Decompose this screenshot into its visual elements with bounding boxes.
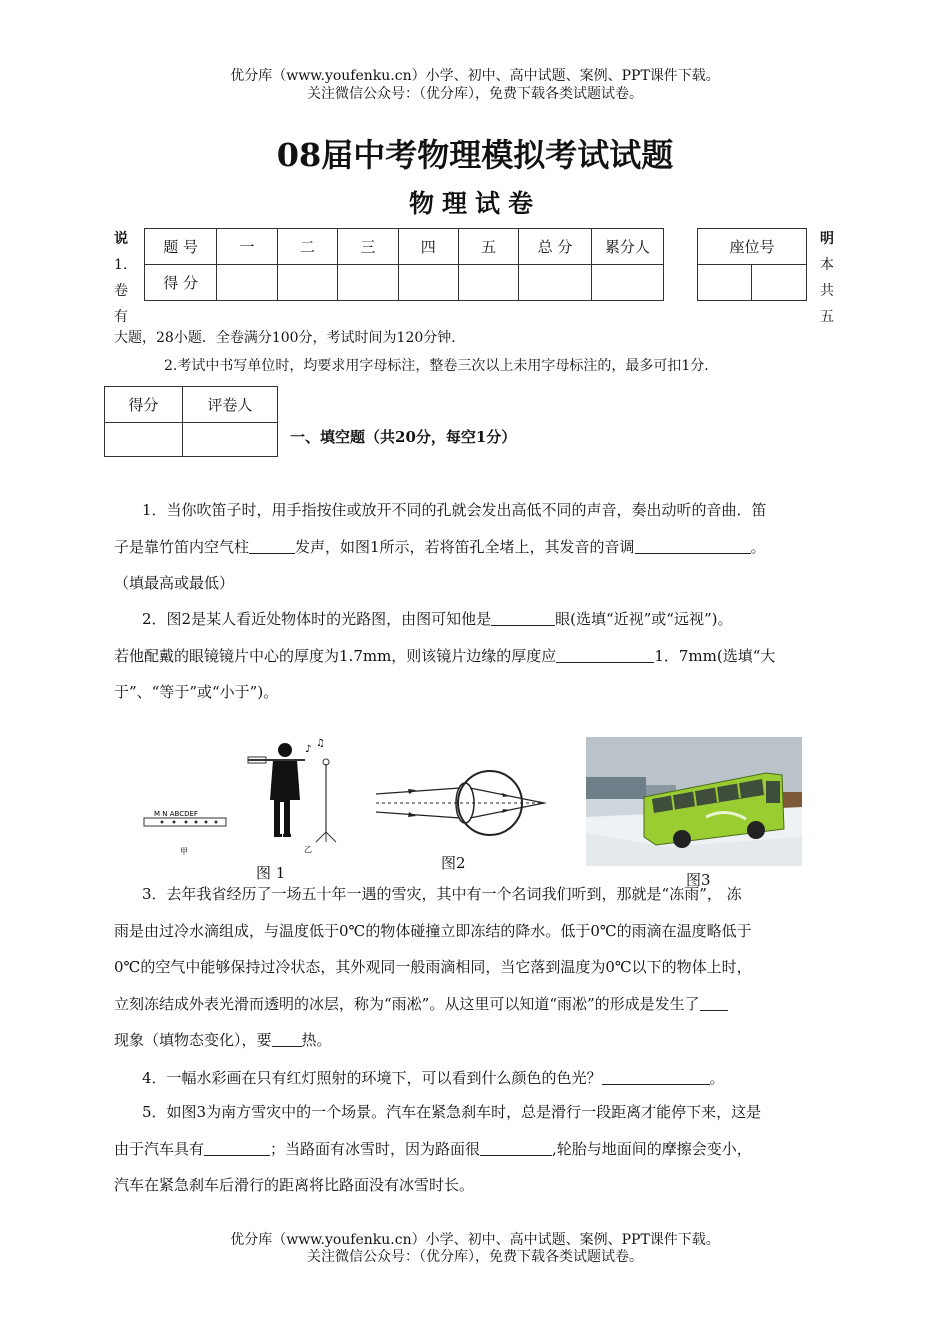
q1-line-a: 1．当你吹笛子时，用手指按住或放开不同的孔就会发出高低不同的声音，奏出动听的音曲．笛 (142, 501, 767, 519)
label-yi: 乙 (304, 845, 312, 854)
grader-name-cell[interactable] (182, 423, 277, 457)
q5-line-b (114, 1131, 838, 1168)
q3-line-a: 3．去年我省经历了一场五十年一遇的雪灾，其中有一个名词我们听到，那就是“冻雨”， 冻 (142, 885, 742, 903)
q1-line-b (114, 529, 838, 566)
q1-text: 发声，如图1所示，若将笛孔全堵上，其发音的音调 (295, 537, 635, 556)
q1-blank-2[interactable] (635, 535, 751, 554)
instr-right-char: 本 (820, 257, 834, 273)
score-header-cell: 题 号 (145, 229, 217, 265)
q3-blank-1[interactable] (700, 992, 728, 1011)
svg-text:♪: ♪ (305, 744, 312, 755)
score-cell[interactable] (277, 265, 337, 301)
score-cell[interactable] (398, 265, 458, 301)
q4-line-a (114, 1060, 838, 1097)
figure-1-illustration (140, 738, 355, 858)
q3-line-e (114, 1022, 838, 1059)
score-row-label: 得 分 (145, 265, 217, 301)
figure-3-caption: 图3 (686, 871, 711, 889)
question-2 (114, 601, 838, 711)
score-header-cell: 总 分 (519, 229, 591, 265)
q5-text: 由于汽车具有 (114, 1139, 205, 1158)
question-4 (114, 1060, 838, 1097)
q4-text: 4．一幅水彩画在只有红灯照射的环境下，可以看到什么颜色的色光？ (142, 1069, 602, 1087)
seat-table (697, 228, 807, 301)
score-header-cell: 二 (277, 229, 337, 265)
q2-text: 若他配戴的眼镜镜片中心的厚度为1.7mm，则该镜片边缘的厚度应 (114, 646, 557, 665)
figure-2-caption: 图2 (441, 854, 466, 872)
q5-blank-1[interactable] (204, 1137, 270, 1156)
q3-blank-2[interactable] (272, 1028, 302, 1047)
score-header-cell: 五 (458, 229, 518, 265)
q1-text: 。 (750, 537, 766, 556)
q5-line-c: 汽车在紧急刹车后滑行的距离将比路面没有冰雪时长。 (114, 1176, 475, 1194)
q5-blank-2[interactable] (480, 1137, 552, 1156)
q2-line-c: 于”、“等于”或“小于”)。 (114, 683, 279, 701)
question-3 (114, 876, 838, 1059)
score-cell[interactable] (591, 265, 663, 301)
q3-text: 立刻冻结成外表光滑而透明的冰层，称为“雨凇”。从这里可以知道“雨凇”的形成是发生了 (114, 994, 700, 1013)
q2-blank-1[interactable] (491, 607, 555, 626)
q2-text: 2．图2是某人看近处物体时的光路图，由图可知他是 (142, 610, 492, 628)
instr-right-char: 五 (820, 309, 834, 325)
score-cell[interactable] (458, 265, 518, 301)
grader-table (104, 386, 278, 457)
score-header-cell: 三 (338, 229, 398, 265)
footer-line-1: 优分库（www.youfenku.cn）小学、初中、高中试题、案例、PPT课件下载。 (230, 1232, 720, 1248)
instructions-line-2: 2.考试中书写单位时，均要求用字母标注，整卷三次以上未用字母标注的，最多可扣1分． (164, 358, 719, 374)
q3-text: 热。 (301, 1031, 332, 1049)
score-header-cell: 一 (217, 229, 277, 265)
score-cell[interactable] (217, 265, 277, 301)
score-header-cell: 四 (398, 229, 458, 265)
instructions-line-1: 大题，28小题．全卷满分100分，考试时间为120分钟． (114, 330, 466, 346)
q2-text: 1．7mm(选填“大 (654, 646, 776, 665)
instr-left-char: 说 (114, 231, 128, 247)
grader-name-label: 评卷人 (182, 387, 277, 423)
q4-blank-1[interactable] (602, 1066, 710, 1085)
score-cell[interactable] (338, 265, 398, 301)
q2-blank-2[interactable] (556, 644, 654, 663)
footer-line-2: 关注微信公众号：（优分库），免费下载各类试题试卷。 (307, 1249, 643, 1265)
seat-label: 座位号 (698, 229, 807, 265)
page-subtitle: 物理试卷 (408, 189, 541, 218)
question-1 (114, 492, 838, 602)
q5-text: ,轮胎与地面间的摩擦会变小， (552, 1139, 752, 1158)
score-cell[interactable] (519, 265, 591, 301)
figure-3-photo (586, 737, 802, 866)
q1-text: 子是靠竹笛内空气柱 (114, 537, 250, 556)
flute-drawing (144, 818, 226, 826)
grader-score-cell[interactable] (105, 423, 183, 457)
header-line-1: 优分库（www.youfenku.cn）小学、初中、高中试题、案例、PPT课件下载。 (230, 68, 720, 84)
q3-line-d (114, 986, 838, 1023)
q3-line-c: 0℃的空气中能够保持过冷状态，其外观同一般雨滴相同，当它落到温度为0℃以下的物体上时， (114, 958, 752, 976)
section-1-title: 一、填空题（共20分，每空1分） (290, 428, 517, 446)
instructions-left-column (114, 226, 134, 330)
flute-player-drawing (248, 738, 336, 842)
instr-right-char: 共 (820, 283, 834, 299)
seat-cell[interactable] (698, 265, 752, 301)
score-table (144, 228, 664, 301)
q2-line-b (114, 638, 838, 675)
q5-line-a: 5．如图3为南方雪灾中的一个场景。汽车在紧急刹车时，总是滑行一段距离才能停下来，这是 (142, 1103, 762, 1121)
score-header-cell: 累分人 (591, 229, 663, 265)
q3-text: 现象（填物态变化），要 (114, 1031, 272, 1049)
instr-left-char: 卷 (114, 283, 128, 299)
question-5 (114, 1094, 838, 1204)
svg-text:♫: ♫ (316, 738, 325, 749)
q2-text: 眼(选填“近视”或“远视”)。 (555, 610, 733, 628)
q2-line-a (114, 601, 838, 638)
flute-letters: M N ABCDEF (154, 810, 198, 818)
instr-left-char: 1. (114, 257, 128, 273)
figure-2-eye-diagram (372, 760, 552, 846)
instr-left-char: 有 (114, 309, 128, 325)
figure-1-caption: 图 1 (256, 864, 286, 882)
q4-text: 。 (709, 1069, 725, 1087)
q1-blank-1[interactable] (249, 535, 295, 554)
q1-line-c: （填最高或最低） (114, 574, 235, 592)
q5-text: ；当路面有冰雪时，因为路面很 (270, 1139, 481, 1158)
grader-score-label: 得分 (105, 387, 183, 423)
instructions-right-column (820, 226, 840, 330)
header-line-2: 关注微信公众号：（优分库），免费下载各类试题试卷。 (307, 86, 643, 102)
instr-right-char: 明 (820, 231, 834, 247)
q3-line-b: 雨是由过冷水滴组成，与温度低于0℃的物体碰撞立即冻结的降水。低于0℃的雨滴在温度略低于 (114, 921, 752, 940)
label-jia: 甲 (180, 847, 188, 856)
page-title: 08届中考物理模拟考试试题 (276, 136, 674, 174)
seat-cell[interactable] (752, 265, 807, 301)
